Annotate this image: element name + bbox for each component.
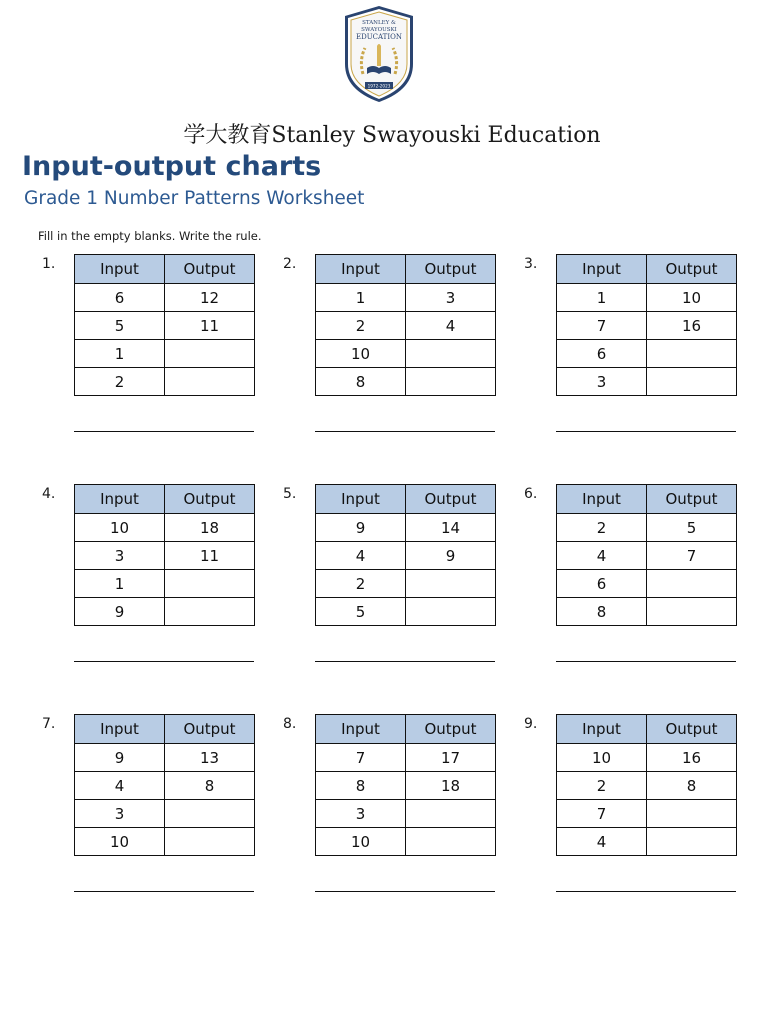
output-cell: 11	[165, 542, 255, 570]
column-header-input: Input	[316, 255, 406, 284]
input-cell: 6	[557, 570, 647, 598]
table-row	[316, 828, 496, 856]
problem-9	[524, 714, 754, 914]
rule-answer-line[interactable]	[74, 431, 254, 432]
logo-years: 1972-2023	[367, 83, 391, 89]
table-row	[316, 514, 496, 542]
table-row	[557, 284, 737, 312]
input-cell: 1	[557, 284, 647, 312]
output-cell: 8	[647, 772, 737, 800]
column-header-output: Output	[406, 485, 496, 514]
input-cell: 1	[316, 284, 406, 312]
problem-number: 3.	[524, 256, 538, 272]
table-row	[316, 772, 496, 800]
column-header-input: Input	[557, 485, 647, 514]
table-row	[316, 570, 496, 598]
education-crest-icon	[341, 4, 417, 104]
input-cell: 4	[557, 828, 647, 856]
column-header-input: Input	[75, 255, 165, 284]
output-blank[interactable]	[165, 598, 255, 626]
io-table	[74, 484, 255, 626]
column-header-input: Input	[316, 715, 406, 744]
output-blank[interactable]	[165, 828, 255, 856]
input-cell: 8	[316, 772, 406, 800]
table-row	[316, 284, 496, 312]
table-row	[316, 744, 496, 772]
input-cell: 10	[316, 340, 406, 368]
output-cell: 8	[165, 772, 255, 800]
column-header-output: Output	[647, 715, 737, 744]
table-header-row	[75, 715, 255, 744]
problem-number: 4.	[42, 486, 56, 502]
output-cell: 18	[406, 772, 496, 800]
output-blank[interactable]	[165, 340, 255, 368]
rule-answer-line[interactable]	[74, 891, 254, 892]
input-cell: 10	[316, 828, 406, 856]
output-cell: 9	[406, 542, 496, 570]
column-header-input: Input	[557, 255, 647, 284]
io-table	[556, 484, 737, 626]
input-cell: 4	[316, 542, 406, 570]
output-blank[interactable]	[647, 570, 737, 598]
table-row	[75, 598, 255, 626]
table-header-row	[557, 485, 737, 514]
problem-3	[524, 254, 754, 454]
table-row	[557, 772, 737, 800]
output-blank[interactable]	[647, 340, 737, 368]
table-row	[75, 340, 255, 368]
table-row	[75, 368, 255, 396]
table-row	[557, 514, 737, 542]
table-row	[557, 340, 737, 368]
input-cell: 1	[75, 340, 165, 368]
input-cell: 10	[75, 828, 165, 856]
input-cell: 7	[557, 800, 647, 828]
logo-line-3: EDUCATION	[356, 33, 402, 41]
output-blank[interactable]	[647, 598, 737, 626]
output-blank[interactable]	[406, 368, 496, 396]
column-header-input: Input	[75, 715, 165, 744]
output-cell: 13	[165, 744, 255, 772]
input-cell: 2	[316, 312, 406, 340]
table-row	[75, 800, 255, 828]
rule-answer-line[interactable]	[556, 891, 736, 892]
problem-5	[283, 484, 513, 684]
output-cell: 12	[165, 284, 255, 312]
logo-line-1: STANLEY &	[362, 20, 396, 26]
table-row	[557, 368, 737, 396]
output-blank[interactable]	[647, 800, 737, 828]
input-cell: 1	[75, 570, 165, 598]
table-row	[557, 744, 737, 772]
table-row	[75, 514, 255, 542]
problem-4	[42, 484, 272, 684]
output-cell: 11	[165, 312, 255, 340]
output-cell: 5	[647, 514, 737, 542]
output-blank[interactable]	[406, 570, 496, 598]
table-row	[75, 744, 255, 772]
rule-answer-line[interactable]	[315, 431, 495, 432]
output-blank[interactable]	[406, 340, 496, 368]
problem-number: 6.	[524, 486, 538, 502]
input-cell: 10	[75, 514, 165, 542]
output-blank[interactable]	[647, 368, 737, 396]
rule-answer-line[interactable]	[74, 661, 254, 662]
output-blank[interactable]	[406, 598, 496, 626]
rule-answer-line[interactable]	[315, 891, 495, 892]
io-table	[315, 714, 496, 856]
table-header-row	[557, 715, 737, 744]
table-row	[75, 312, 255, 340]
table-row	[316, 598, 496, 626]
io-table	[315, 484, 496, 626]
input-cell: 10	[557, 744, 647, 772]
logo-line-2: SWAYOUSKI	[361, 27, 397, 33]
column-header-output: Output	[647, 255, 737, 284]
io-table	[74, 714, 255, 856]
output-blank[interactable]	[406, 828, 496, 856]
input-cell: 8	[316, 368, 406, 396]
output-cell: 3	[406, 284, 496, 312]
column-header-input: Input	[316, 485, 406, 514]
output-blank[interactable]	[165, 570, 255, 598]
output-blank[interactable]	[406, 800, 496, 828]
output-cell: 4	[406, 312, 496, 340]
table-header-row	[75, 255, 255, 284]
table-header-row	[557, 255, 737, 284]
input-cell: 9	[75, 598, 165, 626]
input-cell: 2	[316, 570, 406, 598]
column-header-output: Output	[406, 715, 496, 744]
io-table	[556, 254, 737, 396]
output-blank[interactable]	[165, 800, 255, 828]
problem-8	[283, 714, 513, 914]
brand-name: 学大教育Stanley Swayouski Education	[183, 123, 601, 148]
output-cell: 16	[647, 312, 737, 340]
table-row	[316, 312, 496, 340]
table-row	[557, 598, 737, 626]
io-table	[556, 714, 737, 856]
input-cell: 3	[557, 368, 647, 396]
table-row	[316, 340, 496, 368]
table-row	[75, 542, 255, 570]
table-row	[557, 800, 737, 828]
table-header-row	[316, 255, 496, 284]
column-header-output: Output	[406, 255, 496, 284]
output-cell: 14	[406, 514, 496, 542]
output-blank[interactable]	[165, 368, 255, 396]
table-row	[75, 828, 255, 856]
page-title: Input-output charts	[22, 151, 322, 182]
output-cell: 10	[647, 284, 737, 312]
input-cell: 3	[75, 542, 165, 570]
column-header-output: Output	[165, 255, 255, 284]
input-cell: 7	[557, 312, 647, 340]
column-header-output: Output	[165, 715, 255, 744]
rule-answer-line[interactable]	[556, 661, 736, 662]
input-cell: 4	[557, 542, 647, 570]
table-row	[316, 368, 496, 396]
logo	[341, 4, 417, 104]
input-cell: 3	[316, 800, 406, 828]
output-blank[interactable]	[647, 828, 737, 856]
input-cell: 8	[557, 598, 647, 626]
column-header-input: Input	[557, 715, 647, 744]
input-cell: 5	[316, 598, 406, 626]
io-table	[315, 254, 496, 396]
output-cell: 18	[165, 514, 255, 542]
problem-number: 9.	[524, 716, 538, 732]
table-header-row	[316, 485, 496, 514]
table-row	[75, 570, 255, 598]
rule-answer-line[interactable]	[315, 661, 495, 662]
input-cell: 6	[75, 284, 165, 312]
page-subtitle: Grade 1 Number Patterns Worksheet	[24, 188, 365, 209]
column-header-output: Output	[165, 485, 255, 514]
table-row	[75, 772, 255, 800]
table-header-row	[75, 485, 255, 514]
instructions: Fill in the empty blanks. Write the rule.	[38, 229, 262, 243]
input-cell: 3	[75, 800, 165, 828]
input-cell: 4	[75, 772, 165, 800]
problem-number: 5.	[283, 486, 297, 502]
output-cell: 16	[647, 744, 737, 772]
input-cell: 9	[316, 514, 406, 542]
io-table	[74, 254, 255, 396]
problem-number: 7.	[42, 716, 56, 732]
input-cell: 7	[316, 744, 406, 772]
problem-number: 2.	[283, 256, 297, 272]
input-cell: 2	[557, 772, 647, 800]
problem-number: 8.	[283, 716, 297, 732]
table-row	[557, 570, 737, 598]
table-row	[316, 800, 496, 828]
table-row	[557, 542, 737, 570]
output-cell: 17	[406, 744, 496, 772]
table-row	[557, 312, 737, 340]
output-cell: 7	[647, 542, 737, 570]
table-header-row	[316, 715, 496, 744]
problem-2	[283, 254, 513, 454]
problem-number: 1.	[42, 256, 56, 272]
input-cell: 5	[75, 312, 165, 340]
column-header-input: Input	[75, 485, 165, 514]
table-row	[557, 828, 737, 856]
table-row	[316, 542, 496, 570]
input-cell: 6	[557, 340, 647, 368]
column-header-output: Output	[647, 485, 737, 514]
table-row	[75, 284, 255, 312]
input-cell: 9	[75, 744, 165, 772]
input-cell: 2	[557, 514, 647, 542]
problem-7	[42, 714, 272, 914]
problem-1	[42, 254, 272, 454]
problem-6	[524, 484, 754, 684]
input-cell: 2	[75, 368, 165, 396]
rule-answer-line[interactable]	[556, 431, 736, 432]
